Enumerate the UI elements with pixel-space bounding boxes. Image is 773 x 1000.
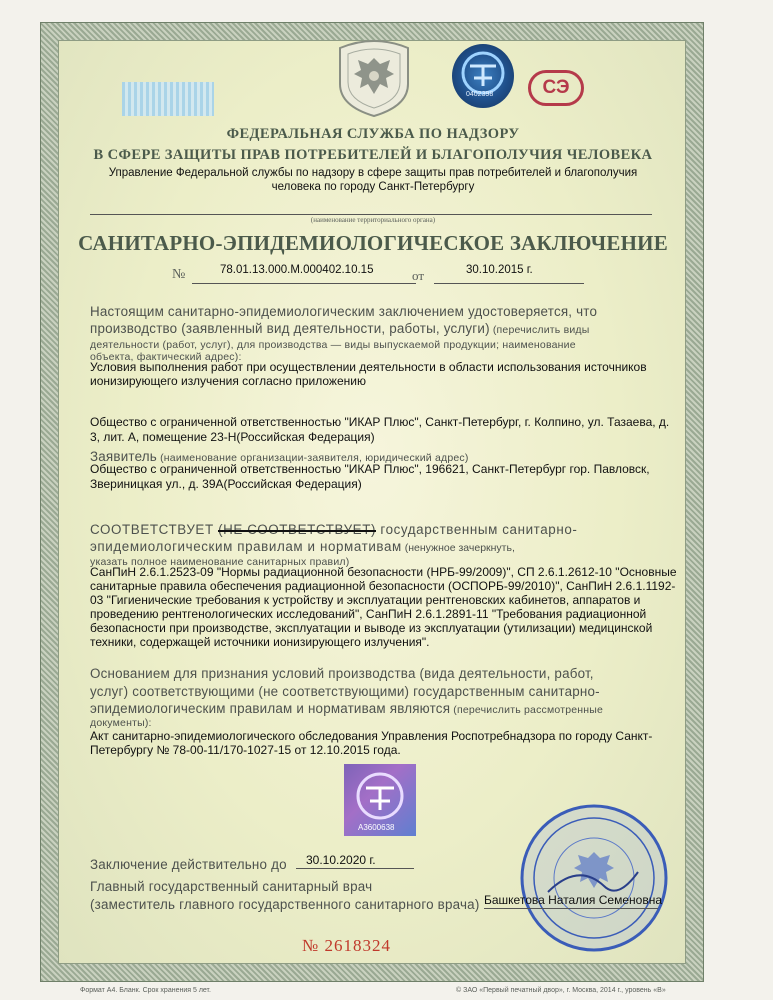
basis-line-1: Основанием для признания условий производства (вида деятельности, работ, xyxy=(90,666,594,681)
footer-left: Формат А4. Бланк. Срок хранения 5 лет. xyxy=(80,987,211,994)
conformity-struck-text: (НЕ СООТВЕТСТВУЕТ) xyxy=(218,522,377,537)
rules-line-3: 03 "Гигиенические требования к устройству и эксплуатации рентгеновских кабинетов, аппаратов и xyxy=(90,593,641,607)
conformity-line-2-hint: (ненужное зачеркнуть, xyxy=(401,542,515,554)
guilloche-panel xyxy=(122,82,214,116)
se-mark-logo xyxy=(528,70,584,106)
basis-doc-line-2: Петербургу № 78-00-11/170-1027-15 от 12.10.2015 года. xyxy=(90,743,401,757)
date-label: от xyxy=(412,268,425,283)
certificate-number: 78.01.13.000.М.000402.10.15 xyxy=(220,264,374,276)
agency-line-2: В СФЕРЕ ЗАЩИТЫ ПРАВ ПОТРЕБИТЕЛЕЙ И БЛАГОПОЛУЧИЯ ЧЕЛОВЕКА xyxy=(93,147,653,163)
rules-line-6: техники, содержащей источники ионизирующего излучения". xyxy=(90,635,430,649)
activity-line-2: ионизирующего излучения согласно приложению xyxy=(90,374,366,388)
applicant-line-1: Общество с ограниченной ответственностью "ИКАР Плюс", 196621, Санкт-Петербург гор. Павловск, xyxy=(90,462,650,476)
company-line-1: Общество с ограниченной ответственностью "ИКАР Плюс", Санкт-Петербург, г. Колпино, ул. Тазаева, д. xyxy=(90,415,670,429)
agency-line-1: ФЕДЕРАЛЬНАЯ СЛУЖБА ПО НАДЗОРУ xyxy=(226,126,520,142)
conformity-word: СООТВЕТСТВУЕТ xyxy=(90,522,214,537)
department-line-2: человека по городу Санкт-Петербургу xyxy=(271,181,475,193)
basis-line-4: документы): xyxy=(90,717,152,729)
rules-line-1: СанПиН 2.6.1.2523-09 "Нормы радиационной безопасности (НРБ-99/2009)", СП 2.6.1.2612-10 "Основные xyxy=(90,565,677,579)
conformity-struck xyxy=(218,522,376,537)
validity-date: 30.10.2020 г. xyxy=(306,853,376,867)
basis-line-3-hint: (перечислить рассмотренные xyxy=(450,704,604,716)
signature-line-1: Главный государственный санитарный врач xyxy=(90,879,373,894)
footer-right: © ЗАО «Первый печатный двор», г. Москва, 2014 г., уровень «В» xyxy=(456,987,666,994)
serial-number: № 2618324 xyxy=(302,936,391,955)
department-caption: (наименование территориального органа) xyxy=(310,216,436,224)
signatory-name: Башкетова Наталия Семеновна xyxy=(484,893,663,907)
basis-line-2: услуг) соответствующими (не соответствующими) государственным санитарно- xyxy=(90,684,600,699)
number-label: № xyxy=(172,267,186,282)
hologram-2-number: А3600638 xyxy=(358,823,395,832)
signature-line-2: (заместитель главного государственного санитарного врача) xyxy=(90,897,480,912)
activity-line-1: Условия выполнения работ при осуществлении деятельности в области использования источников xyxy=(90,360,647,374)
date-underline xyxy=(434,283,584,284)
basis-doc-line-1: Акт санитарно-эпидемиологического обследования Управления Роспотребнадзора по городу Санкт- xyxy=(90,729,653,743)
applicant-hint: (наименование организации-заявителя, юридический адрес) xyxy=(156,452,469,464)
conformity-line-3: указать полное наименование санитарных правил) xyxy=(90,556,350,568)
hologram-sticker-bottom xyxy=(344,764,416,836)
validity-underline xyxy=(296,868,414,869)
intro-line-3: деятельности (работ, услуг), для производства — виды выпускаемой продукции; наименование xyxy=(90,339,576,351)
company-line-2: 3, лит. А, помещение 23-Н(Российская Федерация) xyxy=(90,430,375,444)
basis-line-3: эпидемиологическим правилам и нормативам являются xyxy=(90,701,451,716)
rules-line-5: безопасности при производстве, эксплуатации и выводе из эксплуатации (утилизации) медицинской xyxy=(90,621,653,635)
intro-line-2-hint: (перечислить виды xyxy=(489,324,590,336)
intro-line-2: производство (заявленный вид деятельности, работы, услуги) xyxy=(90,321,490,336)
coat-of-arms-emblem xyxy=(328,38,420,118)
validity-label: Заключение действительно до xyxy=(90,857,287,872)
department-underline xyxy=(90,214,652,215)
conformity-rest: государственным санитарно- xyxy=(376,522,578,537)
certificate-date: 30.10.2015 г. xyxy=(466,264,533,276)
rules-line-4: проведению рентгенологических исследований", СанПиН 2.6.1.2891-11 "Требования радиационной xyxy=(90,607,647,621)
number-underline xyxy=(192,283,416,284)
document-title: САНИТАРНО-ЭПИДЕМИОЛОГИЧЕСКОЕ ЗАКЛЮЧЕНИЕ xyxy=(78,231,668,255)
intro-line-4: объекта, фактический адрес): xyxy=(90,351,242,363)
hologram-sticker-top xyxy=(452,44,514,108)
applicant-label: Заявитель xyxy=(90,449,157,464)
intro-line-1: Настоящим санитарно-эпидемиологическим заключением удостоверяется, что xyxy=(90,304,598,319)
rules-line-2: санитарные правила обеспечения радиационной безопасности (ОСПОРБ-99/2010)", СанПиН 2.6.1.1192- xyxy=(90,579,676,593)
conformity-line-2: эпидемиологическим правилам и нормативам xyxy=(90,539,402,554)
department-line-1: Управление Федеральной службы по надзору в сфере защиты прав потребителей и благополучия xyxy=(108,167,638,179)
applicant-line-2: Звериницкая ул., д. 39А(Российская Федерация) xyxy=(90,477,362,491)
official-stamp xyxy=(518,802,670,954)
signatory-underline xyxy=(484,908,658,909)
se-mark-text: СЭ xyxy=(542,77,570,98)
hologram-number: 0402398 xyxy=(466,91,494,98)
